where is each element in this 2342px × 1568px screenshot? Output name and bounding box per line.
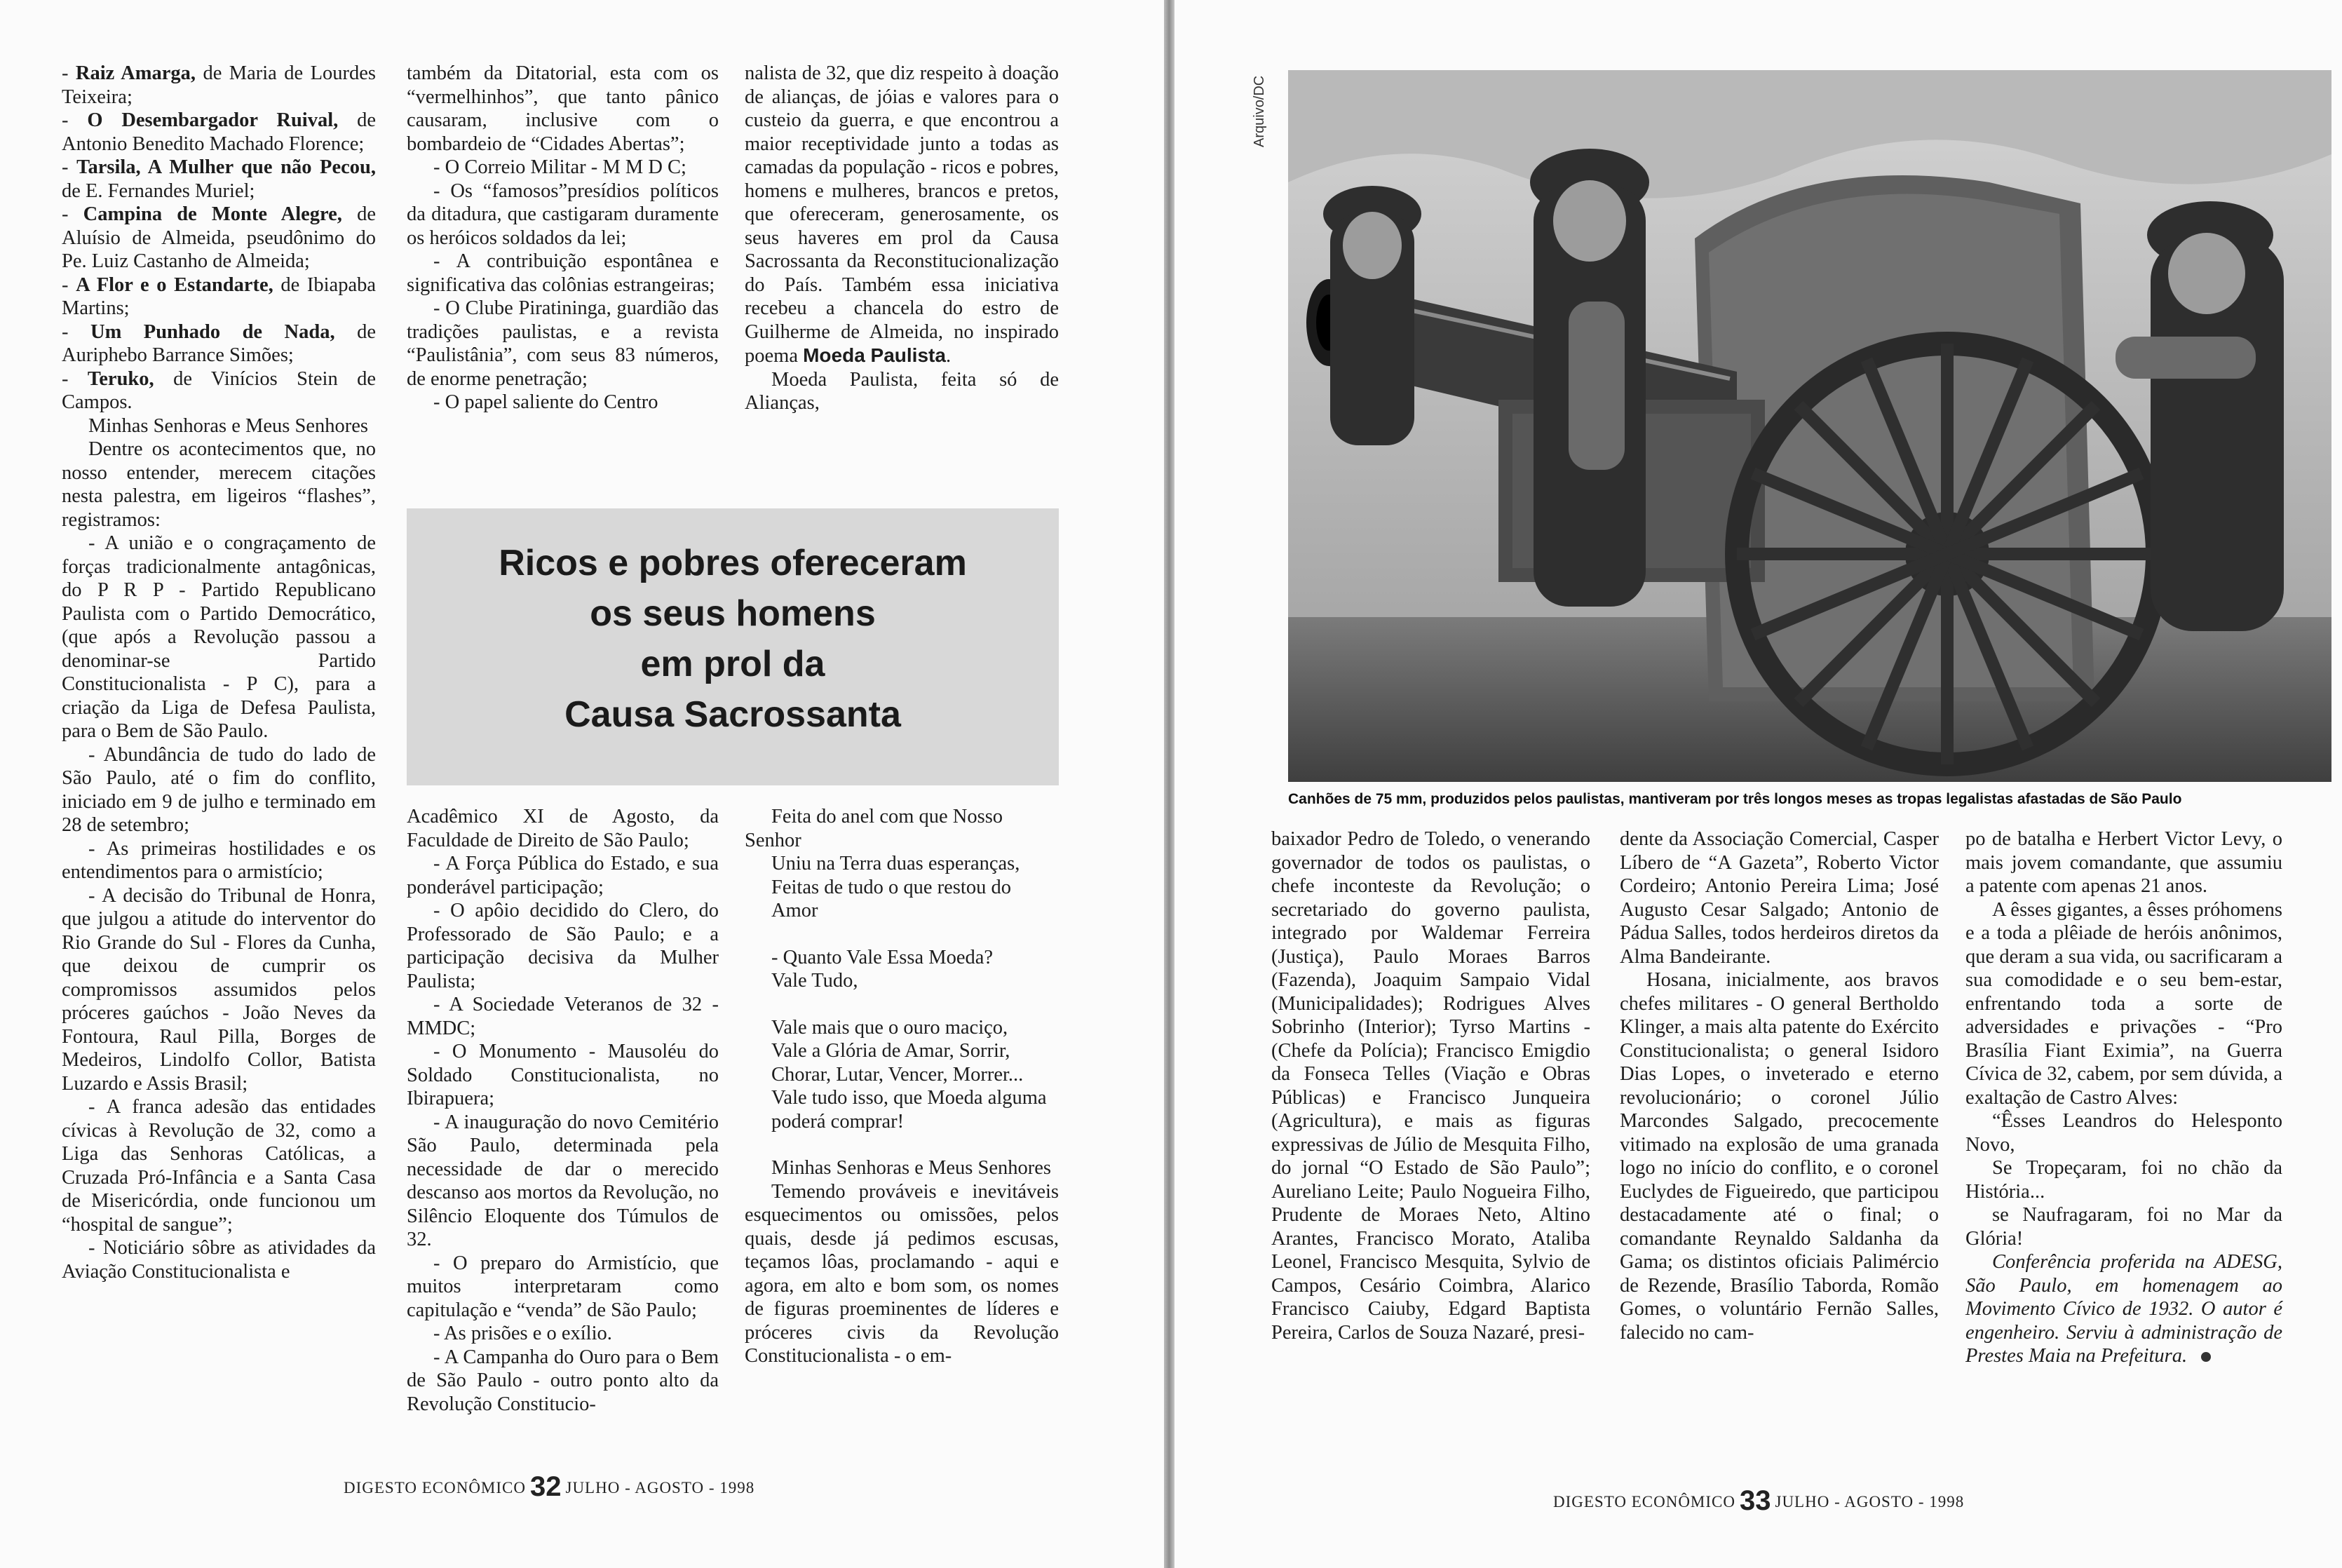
pull-quote-line: os seus homens (590, 593, 876, 634)
poem-verse: Feita do anel com que Nosso Senhor (745, 806, 1003, 851)
paragraph: - A Campanha do Ouro para o Bem de São Paulo - outro ponto alto da Revolução Constitucio- (407, 1346, 719, 1415)
paragraph: dente da Associação Comercial, Casper Líbero de “A Gazeta”, Roberto Victor Cordeiro; Antonio Pereira Lima; José Augusto Cesar Salgado; Antonio de Pádua Salles, todos herdeiros diretos da Alma Bandeirante. (1620, 828, 1939, 968)
poem-verse: Vale a Glória de Amar, Sorrir, (771, 1040, 1010, 1062)
bibliography-item: - A Flor e o Estandarte, de Ibiapaba Martins; (62, 273, 376, 319)
quote-verse: Se Tropeçaram, foi no chão da História... (1965, 1157, 2282, 1203)
right-column-3 (1965, 827, 2282, 1368)
photo-credit: Arquivo/DC (1252, 75, 1267, 147)
paragraph: Temendo prováveis e inevitáveis esquecimentos ou omissões, pelos quais, desde já pedimos escusas, teçamos lôas, proclamando - aqui e agora, em alto e bom som, os nomes de figuras proeminentes de líderes e próceres civis da Revolução Constitucionalista - o em- (745, 1180, 1059, 1367)
page-footer (344, 1471, 754, 1503)
left-page (0, 0, 1164, 1568)
page-gutter (1164, 0, 1175, 1568)
paragraph: - Abundância de tudo do lado de São Paulo, até o fim do conflito, iniciado em 9 de julho e terminado em 28 de setembro; (62, 743, 376, 836)
paragraph: - O Clube Piratininga, guardião das tradições paulistas, e a revista “Paulistânia”, com seus 83 números, de enorme penetração; (407, 297, 719, 390)
right-column-2 (1620, 827, 1939, 1344)
left-column-2-bottom (407, 805, 719, 1416)
page-number: 33 (1740, 1485, 1771, 1516)
left-column-3-top (745, 62, 1059, 415)
paragraph: Dentre os acontecimentos que, no nosso entender, merecem citações nesta palestra, em ligeiros “flashes”, registramos: (62, 438, 376, 531)
paragraph: - A união e o congraçamento de forças tradicionalmente antagônicas, do P R P - Partido Republicano Paulista com o Partido Democrático, (que após a Revolução passou a denominar-se Partido Constitucionalista - P C), para a criação da Liga de Defesa Paulista, para o Bem de São Paulo. (62, 532, 376, 742)
pull-quote-line: em prol da (640, 644, 825, 684)
paragraph: - O preparo do Armistício, que muitos interpretaram como capitulação e “venda” de São Paulo; (407, 1252, 719, 1321)
paragraph: - A contribuição espontânea e significativa das colônias estrangeiras; (407, 250, 719, 296)
right-page (1175, 0, 2342, 1568)
photo-credit-area (1252, 70, 1280, 147)
paragraph: - A inauguração do novo Cemitério São Paulo, determinada pela necessidade de dar o merecido descanso aos mortos da Revolução, no Silêncio Eloquente dos Túmulos de 32. (407, 1111, 719, 1250)
paragraph: - O Correio Militar - M M D C; (433, 156, 686, 178)
footer-magazine: DIGESTO ECONÔMICO (344, 1479, 526, 1496)
pull-quote-line: Ricos e pobres ofereceram (499, 543, 967, 583)
bibliography-item: - Um Punhado de Nada, de Auriphebo Barrance Simões; (62, 320, 376, 366)
bibliography-item: - Campina de Monte Alegre, de Aluísio de Almeida, pseudônimo do Pe. Luiz Castanho de Almeida; (62, 203, 376, 272)
poem-verse: Chorar, Lutar, Vencer, Morrer... (771, 1063, 1024, 1086)
poem-verse: - Quanto Vale Essa Moeda? (771, 946, 994, 968)
paragraph: - Noticiário sôbre as atividades da Aviação Constitucionalista e (62, 1237, 376, 1283)
paragraph: Acadêmico XI de Agosto, da Faculdade de Direito de São Paulo; (407, 806, 719, 851)
photo-caption: Canhões de 75 mm, produzidos pelos paulistas, mantiveram por três longos meses as tropas legalistas afastadas de São Paulo (1288, 791, 2182, 807)
paragraph: A êsses gigantes, a êsses próhomens e a toda a plêiade de heróis anônimos, que deram a sua vida, ou sacrificaram a sua comodidade e o seu bem-estar, enfrentando toda a sorte de adversidades e privações - “Pro Brasília Fiant Eximia”, na Guerra Cívica de 32, cabem, por sem dúvida, a exaltação de Castro Alves: (1965, 898, 2282, 1109)
pull-quote-box (407, 508, 1059, 785)
paragraph: - O Monumento - Mausoléu do Soldado Constitucionalista, no Ibirapuera; (407, 1041, 719, 1109)
left-column-3-bottom (745, 805, 1059, 1368)
left-column-1 (62, 62, 376, 1283)
poem-verse: Vale Tudo, (771, 970, 858, 992)
paragraph: - Os “famosos”presídios políticos da ditadura, que castigaram duramente os heróicos soldados da lei; (407, 180, 719, 249)
quote-verse: se Naufragaram, foi no Mar da Glória! (1965, 1204, 2282, 1250)
paragraph: - A Sociedade Veteranos de 32 - MMDC; (407, 994, 719, 1039)
left-column-2-top (407, 62, 719, 414)
paragraph: também da Ditatorial, esta com os “vermelhinhos”, que tanto pânico causaram, inclusive com o bombardeio de “Cidades Abertas”; (407, 62, 719, 155)
poem-verse: Vale mais que o ouro maciço, (771, 1016, 1008, 1039)
footer-date: JULHO - AGOSTO - 1998 (1775, 1493, 1965, 1510)
bibliography-item: - Tarsila, A Mulher que não Pecou, de E. Fernandes Muriel; (62, 156, 376, 202)
paragraph: - As primeiras hostilidades e os entendimentos para o armistício; (62, 837, 376, 883)
cannon-photo-illustration (1288, 70, 2331, 782)
paragraph: - A franca adesão das entidades cívicas à Revolução de 32, como a Liga das Senhoras Católicas, a Cruzada Pró-Infância e a Santa Casa de Misericórdia, onde funcionou um “hospital de sangue”; (62, 1096, 376, 1236)
paragraph: - O papel saliente do Centro (433, 391, 658, 413)
footer-magazine: DIGESTO ECONÔMICO (1553, 1493, 1735, 1510)
pull-quote-line: Causa Sacrossanta (564, 694, 901, 735)
paragraph: po de batalha e Herbert Victor Levy, o mais jovem comandante, que assumiu a patente com apenas 21 anos. (1965, 828, 2282, 897)
bibliography-item: - O Desembargador Ruival, de Antonio Benedito Machado Florence; (62, 109, 376, 155)
cannon-photo (1288, 70, 2331, 782)
bibliography-item: - Teruko, de Vinícios Stein de Campos. (62, 367, 376, 413)
right-column-1 (1271, 827, 1590, 1344)
page-footer (1553, 1485, 1964, 1517)
paragraph: - A decisão do Tribunal de Honra, que julgou a atitude do interventor do Rio Grande do Sul - Flores da Cunha, que deixou de cumprir os compromissos assumidos pelos próceres gaúchos - João Neves da Fontoura, Raul Pilla, Borges de Medeiros, Lindolfo Collor, Batista Luzardo e Assis Brasil; (62, 884, 376, 1095)
paragraph: Hosana, inicialmente, aos bravos chefes militares - O general Bertholdo Klinger, a mais alta patente do Exército Constitucionalista; o general Isidoro Dias Lopes, o inveterado e eterno revolucionário; o coronel Júlio Marcondes Salgado, precocemente vitimado na explosão de uma granada logo no início do conflito, e o coronel Euclydes de Figueiredo, que participou destacadamente até o final; o comandante Reynaldo Saldanha da Gama; os distintos oficiais Palimércio de Rezende, Brasílio Taborda, Romão Gomes, o voluntário Fernão Salles, falecido no cam- (1620, 969, 1939, 1344)
poem-title: Moeda Paulista (803, 344, 946, 366)
poem-verse: Feitas de tudo o que restou do Amor (771, 876, 1011, 921)
paragraph: Minhas Senhoras e Meus Senhores (88, 414, 368, 437)
poem-verse: Vale tudo isso, que Moeda alguma poderá comprar! (771, 1087, 1047, 1133)
author-note: Conferência proferida na ADESG, São Paulo, em homenagem ao Movimento Cívico de 1932. O autor é engenheiro. Serviu à administração de Prestes Maia na Prefeitura. (1965, 1251, 2282, 1367)
poem-verse: Uniu na Terra duas esperanças, (771, 853, 1020, 874)
paragraph: Moeda Paulista, feita só de Alianças, (745, 368, 1059, 414)
paragraph: baixador Pedro de Toledo, o venerando governador de todos os paulistas, o chefe inconteste da Revolução; o secretariado do governo paulista, integrado por Waldemar Ferreira (Justiça), Paulo Moraes Barros (Fazenda), Joaquim Sampaio Vidal (Municipalidades); Rodrigues Alves Sobrinho (Interior); Tyrso Martins - (Chefe da Polícia); Francisco Emigdio da Fonseca Telles (Viação e Obras Públicas) e Francisco Junqueira (Agricultura), e mais as figuras expressivas de Júlio de Mesquita Filho, do jornal “O Estado de São Paulo”; Aureliano Leite; Paulo Nogueira Filho, Prudente de Moraes Neto, Altino Arantes, Francisco Morato, Ataliba Leonel, Francisco Mesquita, Sylvio de Campos, Cesário Coimbra, Alarico Francisco Caiuby, Edgard Baptista Pereira, Carlos de Souza Nazaré, presi- (1271, 828, 1590, 1344)
page-number: 32 (530, 1471, 562, 1502)
footer-date: JULHO - AGOSTO - 1998 (565, 1479, 755, 1496)
paragraph: nalista de 32, que diz respeito à doação de alianças, de jóias e valores para o custeio da guerra, e que encontrou a maior receptividade junto a todas as camadas da população - ricos e pobres, homens e mulheres, brancos e pretos, que ofereceram, generosamente, os seus haveres em prol da Causa Sacrossanta da Reconstitucionalização do País. Também essa iniciativa recebeu a chancela do estro de Guilherme de Almeida, no inspirado poema Moeda Paulista. (745, 62, 1059, 367)
quote-verse: “Êsses Leandros do Helesponto Novo, (1965, 1110, 2282, 1156)
paragraph: Minhas Senhoras e Meus Senhores (771, 1157, 1051, 1179)
paragraph: - A Força Pública do Estado, e sua ponderável participação; (407, 853, 719, 898)
paragraph: - O apôio decidido do Clero, do Professorado de São Paulo; e a participação decisiva da Mulher Paulista; (407, 900, 719, 992)
end-mark-icon (2201, 1352, 2211, 1362)
bibliography-item: - Raiz Amarga, de Maria de Lourdes Teixeira; (62, 62, 376, 108)
paragraph: - As prisões e o exílio. (433, 1323, 612, 1344)
